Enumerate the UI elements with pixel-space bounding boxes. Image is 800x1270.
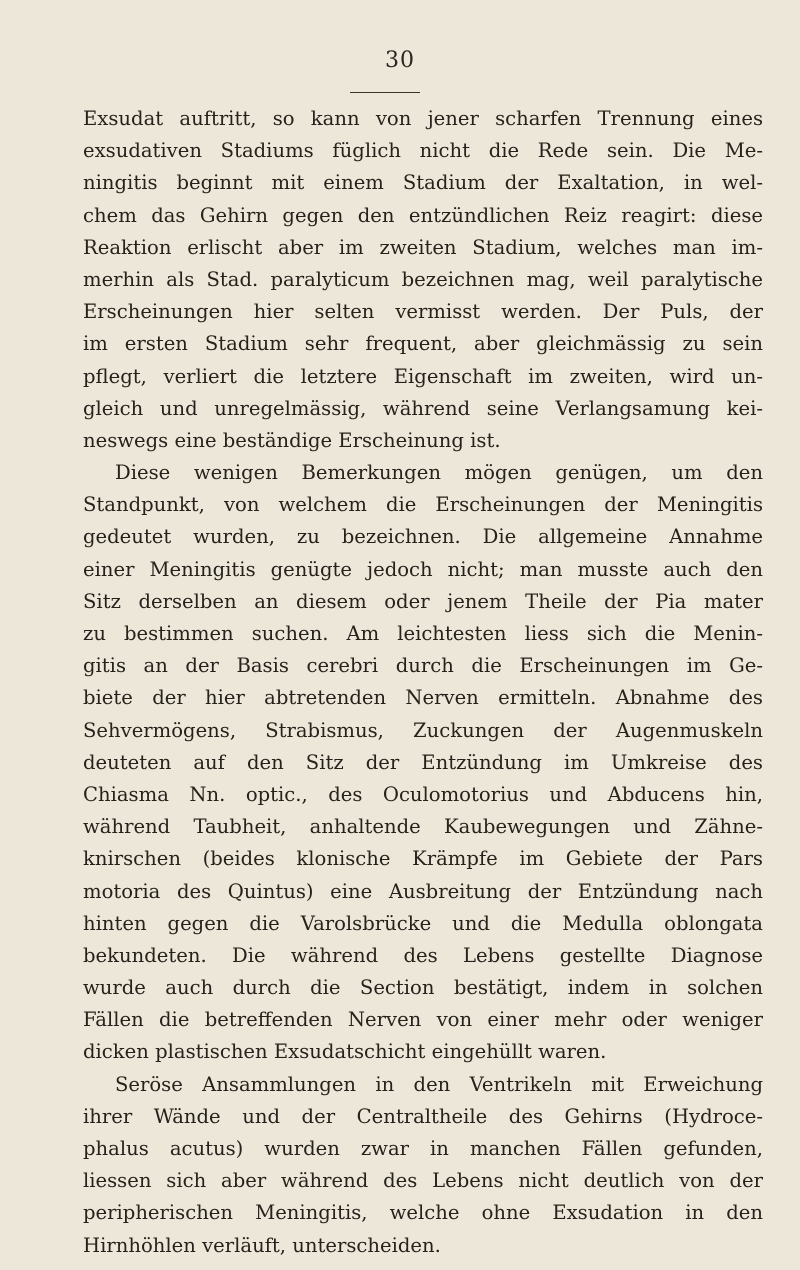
text-line: Exsudat auftritt, so kann von jener scharfen Trennung eines (83, 107, 763, 130)
page-number: 30 (385, 48, 415, 73)
text-line: motoria des Quintus) eine Ausbreitung der Entzündung nach (83, 879, 763, 903)
body-text (83, 103, 763, 1262)
text-line: Seröse Ansammlungen in den Ventrikeln mit Erweichung (115, 1072, 763, 1096)
text-line: dicken plastischen Exsudatschicht eingehüllt waren. (83, 1040, 607, 1064)
text-line: peripherischen Meningitis, welche ohne Exsudation in den (83, 1201, 763, 1225)
text-line: liessen sich aber während des Lebens nicht deutlich von der (83, 1169, 763, 1193)
paragraph-3 (83, 1069, 763, 1262)
text-line: knirschen (beides klonische Krämpfe im Gebiete der Pars (83, 847, 763, 871)
text-line: zu bestimmen suchen. Am leichtesten liess sich die Menin- (83, 622, 763, 645)
text-line: chem das Gehirn gegen den entzündlichen Reiz reagirt: diese (83, 203, 763, 227)
paragraph-2 (83, 457, 763, 1069)
text-line: neswegs eine beständige Erscheinung ist. (83, 428, 501, 452)
text-line: während Taubheit, anhaltende Kaubewegungen und Zähne- (83, 815, 763, 839)
text-line: biete der hier abtretenden Nerven ermitteln. Abnahme des (83, 686, 763, 710)
text-line: wurde auch durch die Section bestätigt, indem in solchen (83, 976, 763, 1000)
text-line: Sitz derselben an diesem oder jenem Theile der Pia mater (83, 589, 763, 613)
text-line: gedeutet wurden, zu bezeichnen. Die allgemeine Annahme (83, 525, 763, 549)
text-line: Chiasma Nn. optic., des Oculomotorius und Abducens hin, (83, 782, 763, 806)
page-number-rule (350, 92, 420, 93)
paragraph-1 (83, 103, 763, 457)
text-line: gitis an der Basis cerebri durch die Erscheinungen im Ge- (83, 654, 763, 678)
text-line: hinten gegen die Varolsbrücke und die Medulla oblongata (83, 911, 763, 935)
text-line: bekundeten. Die während des Lebens gestellte Diagnose (83, 943, 763, 967)
text-line: Sehvermögens, Strabismus, Zuckungen der Augenmuskeln (83, 718, 763, 742)
text-line: Diese wenigen Bemerkungen mögen genügen, um den (115, 461, 763, 485)
text-line: Standpunkt, von welchem die Erscheinungen der Meningitis (83, 493, 763, 517)
text-line: Reaktion erlischt aber im zweiten Stadium, welches man im- (83, 235, 763, 259)
text-line: Fällen die betreffenden Nerven von einer mehr oder weniger (83, 1008, 763, 1032)
text-line: einer Meningitis genügte jedoch nicht; man musste auch den (83, 557, 763, 581)
text-line: im ersten Stadium sehr frequent, aber gleichmässig zu sein (83, 332, 763, 356)
text-line: Hirnhöhlen verläuft, unterscheiden. (83, 1233, 441, 1257)
text-line: exsudativen Stadiums füglich nicht die Rede sein. Die Me- (83, 139, 763, 163)
text-line: gleich und unregelmässig, während seine Verlangsamung kei- (83, 396, 763, 420)
text-line: deuteten auf den Sitz der Entzündung im Umkreise des (83, 750, 763, 774)
text-line: Erscheinungen hier selten vermisst werden. Der Puls, der (83, 300, 763, 324)
text-line: phalus acutus) wurden zwar in manchen Fällen gefunden, (83, 1137, 763, 1160)
text-line: ihrer Wände und der Centraltheile des Gehirns (Hydroce- (83, 1104, 763, 1128)
text-line: ningitis beginnt mit einem Stadium der Exaltation, in wel- (83, 171, 763, 195)
text-line: pflegt, verliert die letztere Eigenschaft im zweiten, wird un- (83, 364, 763, 388)
text-line: merhin als Stad. paralyticum bezeichnen mag, weil paralytische (83, 267, 763, 291)
